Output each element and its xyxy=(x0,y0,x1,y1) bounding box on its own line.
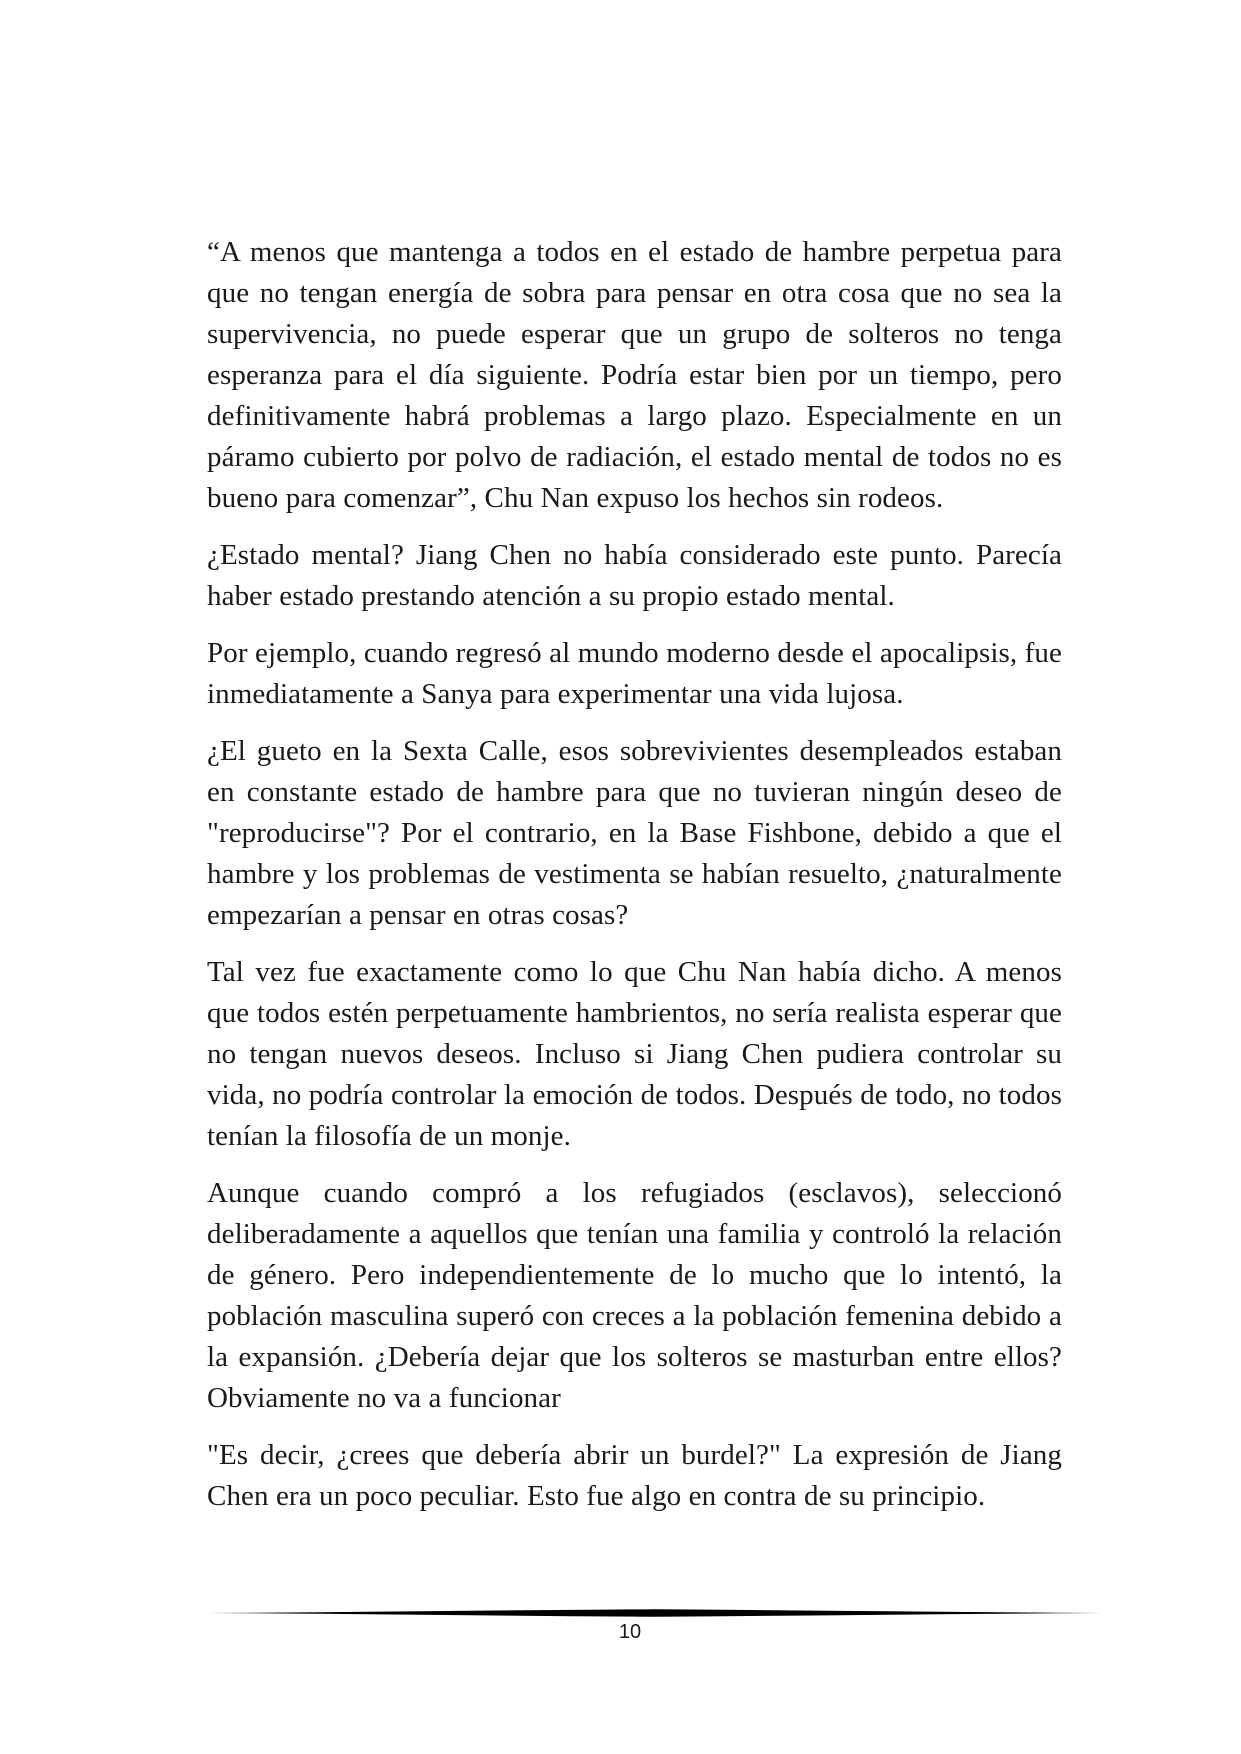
paragraph-2: ¿Estado mental? Jiang Chen no había considerado este punto. Parecía haber estado prestando atención a su propio estado mental. xyxy=(207,539,1062,612)
paragraph-6: Aunque cuando compró a los refugiados (esclavos), seleccionó deliberadamente a aquellos que tenían una familia y controló la relación de género. Pero independientemente de lo mucho que lo intentó, la población masculina superó con creces a la población femenina debido a la expansión. ¿Debería dejar que los solteros se masturban entre ellos? Obviamente no va a funcionar xyxy=(207,1177,1062,1414)
paragraph-4: ¿El gueto en la Sexta Calle, esos sobrevivientes desempleados estaban en constante estado de hambre para que no tuvieran ningún deseo de "reproducirse"? Por el contrario, en la Base Fishbone, debido a que el hambre y los problemas de vestimenta se habían resuelto, ¿naturalmente empezarían a pensar en otras cosas? xyxy=(207,735,1062,931)
paragraph-3: Por ejemplo, cuando regresó al mundo moderno desde el apocalipsis, fue inmediatamente a Sanya para experimentar una vida lujosa. xyxy=(207,637,1062,710)
paragraph-7: "Es decir, ¿crees que debería abrir un burdel?" La expresión de Jiang Chen era un poco peculiar. Esto fue algo en contra de su principio. xyxy=(207,1439,1062,1512)
paragraph-1: “A menos que mantenga a todos en el estado de hambre perpetua para que no tengan energía de sobra para pensar en otra cosa que no sea la supervivencia, no puede esperar que un grupo de solteros no tenga esperanza para el día siguiente. Podría estar bien por un tiempo, pero definitivamente habrá problemas a largo plazo. Especialmente en un páramo cubierto por polvo de radiación, el estado mental de todos no es bueno para comenzar”, Chu Nan expuso los hechos sin rodeos. xyxy=(207,236,1062,514)
footer-divider xyxy=(207,1606,1103,1620)
body-text xyxy=(207,232,1062,1517)
paragraph-5: Tal vez fue exactamente como lo que Chu Nan había dicho. A menos que todos estén perpetuamente hambrientos, no sería realista esperar que no tengan nuevos deseos. Incluso si Jiang Chen pudiera controlar su vida, no podría controlar la emoción de todos. Después de todo, no todos tenían la filosofía de un monje. xyxy=(207,956,1062,1152)
page-number: 10 xyxy=(618,1621,642,1643)
